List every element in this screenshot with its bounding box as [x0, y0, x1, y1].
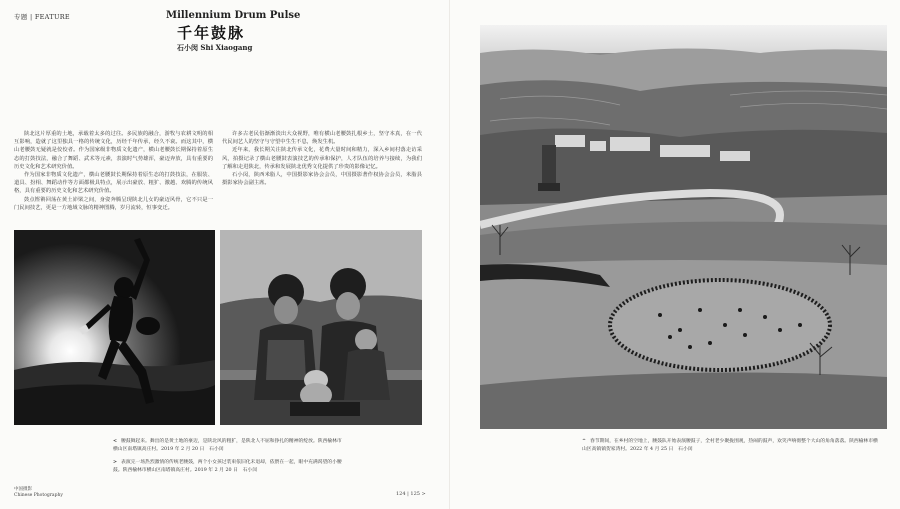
photo-dancing-drummer: [14, 230, 215, 425]
caption-photo-2: [113, 458, 343, 475]
paragraph: 近年来，我长期关注陕北传承文化，花费大量时间和精力，深入乡间村落走访采风，拍摄记录了横山老腰鼓表演技艺的传承和保护，人才队伍的培养与接续，为我们了解和走进陕北，传承和发展陕北优秀文化提供了珍贵的影像记忆。: [222, 147, 422, 170]
section-label: 专题 | FEATURE: [14, 13, 70, 21]
paragraph: 许多古老民俗渐渐淡出大众视野，唯有横山老腰鼓扎根乡土，坚守本真，在一代代民间艺人的坚守与守望中生生不息，焕发生机。: [222, 131, 422, 146]
photo-village-performance: [480, 25, 887, 429]
author-bio: 石小闵，陕西米脂人，中国摄影家协会会员，中国摄影著作权协会会员，米脂县摄影家协会副主席。: [222, 172, 422, 187]
title-english: Millennium Drum Pulse: [166, 10, 301, 21]
caption-text: 腰鼓舞起来。舞出的是黄土地的豪迈，是陕北风的粗犷，是陕北人不屈和挣扎的精神的绽放。陕西榆林市横山区南塔镇高庄村。2019 年 2 月 20 日 石小闵: [113, 439, 342, 452]
caption-photo-1: [113, 437, 343, 454]
caption-text: 春节期间，在乡村的空地上，腰鼓队开始表演腰鼓子，全村老少聚拢围观，热闹的鼓声，欢笑声响彻整个大山的角角落落。陕西榆林市横山区高镇镇贺家湾村。2022 年 4 月 25 日 石小闵: [582, 439, 878, 452]
title-chinese: 千年鼓脉: [177, 24, 246, 42]
caption-arrow-icon: >: [113, 459, 118, 465]
paragraph: 鼓点铿锵回荡在黄土峁梁之间，身姿奔腾呈现陕北儿女的豪迈风骨，它不只是一门民间技艺，更是一方地域文脉的精神图腾，岁月流转，恒事变迁。: [14, 196, 213, 211]
publication-name: [14, 487, 63, 499]
author-name: 石小闵 Shi Xiaogang: [177, 43, 253, 52]
publication-en: Chinese Photography: [14, 493, 63, 498]
photo-children-portrait: [220, 230, 422, 425]
page-number: 124 | 125 >: [396, 491, 426, 497]
body-column-1: [14, 130, 213, 212]
right-page: [450, 0, 900, 509]
caption-text: 表演完一场热烈激情的传统老腰鼓，两个小女孩过装束依旧化未退却，依偎在一起，眼中充满渴望的小腰鼓。陕西榆林市横山区南塔镇高庄村。2019 年 2 月 20 日 石小闵: [113, 460, 342, 473]
paragraph: 作为国家非物质文化遗产，横山老腰鼓长期保持着原生态的打鼓技法，在服装、道具、扮相、舞蹈动作等方面都极具特点，展示出豪放、粗犷、激越、欢腾的传统风格，具有重要的历史文化和艺术研究价值。: [14, 172, 213, 195]
caption-photo-3: [582, 437, 882, 454]
paragraph: 陕北这片厚重的土地，承载着太多的过往。多民族的融合，游牧与农耕文明的相互影响，造就了这里独具一格的传统文化，历经千年传承，经久不衰。而这其中，横山老腰鼓无疑就是佼佼者。作为国家级非物质文化遗产，横山老腰鼓长期保持着原生态的打鼓技法，融合了舞蹈、武术等元素，表演时气势雄浑，豪迈奔放，具有重要的历史文化和艺术研究价值。: [14, 131, 213, 170]
caption-arrow-icon: <: [113, 438, 118, 444]
caption-arrow-icon: ^: [582, 438, 587, 444]
publication-cn: 中国摄影: [14, 487, 32, 492]
body-column-2: [222, 130, 422, 187]
